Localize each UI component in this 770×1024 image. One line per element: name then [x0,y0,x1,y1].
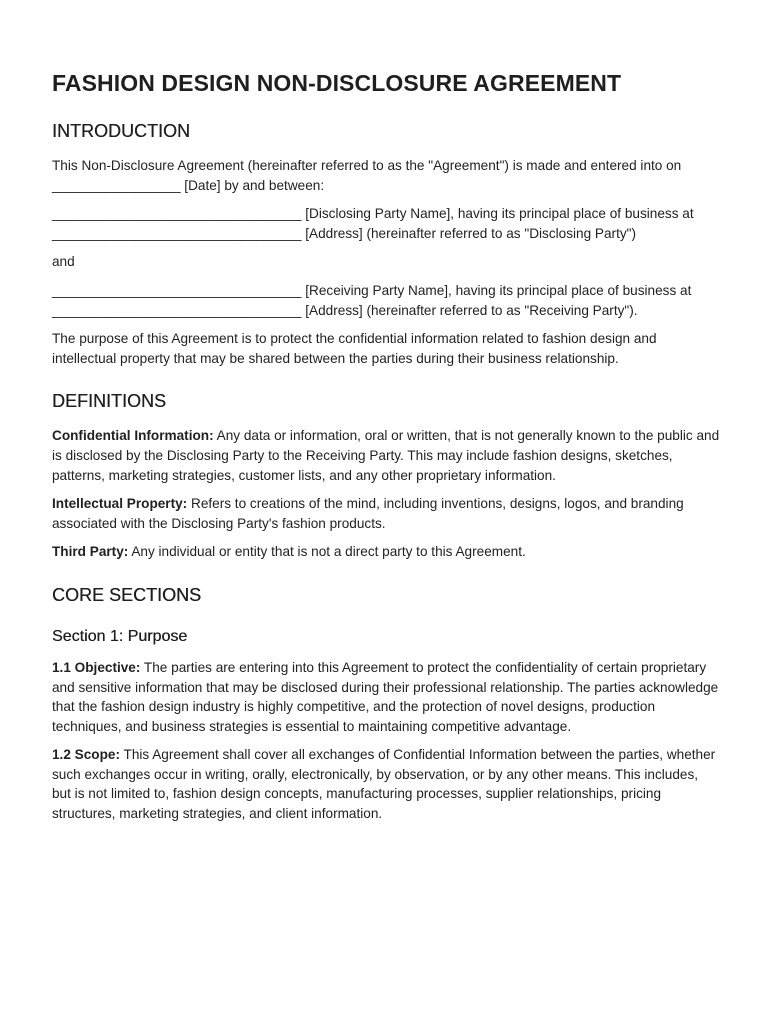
clause-term: 1.1 Objective: [52,659,141,675]
definition-text: Any individual or entity that is not a direct party to this Agreement. [128,544,526,560]
definition-term: Intellectual Property: [52,496,188,512]
section-1-heading: Section 1: Purpose [52,627,188,645]
intro-paragraph-1: This Non-Disclosure Agreement (hereinafter referred to as the "Agreement") is made and entered into on _________________ [Date] by and between: [52,158,682,193]
definitions-heading: DEFINITIONS [52,391,167,412]
intro-paragraph-disclosing-party: _________________________________ [Disclosing Party Name], having its principal place of business at _________________________________ [Address] (hereinafter referred to as "Disclosing Party") [52,206,694,241]
clause-text: The parties are entering into this Agreement to protect the confidentiality of certain proprietary and sensitive information that may be disclosed during their professional relationship. The parties acknowledge that the fashion design industry is highly competitive, and the protection of novel designs, production techniques, and business strategies is essential to maintaining competitive advantage. [52,659,719,734]
definition-intellectual-property [52,494,720,533]
document-page [52,70,720,833]
introduction-heading: INTRODUCTION [52,121,190,141]
intro-paragraph-purpose: The purpose of this Agreement is to protect the confidential information related to fashion design and intellectual property that may be shared between the parties during their business relationship. [52,331,657,366]
definition-confidential-information [52,426,720,485]
clause-text: This Agreement shall cover all exchanges of Confidential Information between the parties, whether such exchanges occur in writing, orally, electronically, by observation, or by any other means. This includes, but is not limited to, fashion design concepts, manufacturing processes, supplier relationships, pricing structures, marketing strategies, and client information. [52,747,716,822]
definition-term: Confidential Information: [52,428,214,444]
definition-term: Third Party: [52,544,129,560]
intro-paragraph-receiving-party: _________________________________ [Receiving Party Name], having its principal place of business at _________________________________ [Address] (hereinafter referred to as "Receiving Party"). [52,282,692,318]
core-sections-heading: CORE SECTIONS [52,584,202,605]
intro-paragraph-and: and [52,254,75,270]
definition-text: Any data or information, oral or written, that is not generally known to the public and is disclosed by the Disclosing Party to the Receiving Party. This may include fashion designs, sketches, patterns, marketing strategies, customer lists, and any other proprietary information. [52,428,720,483]
definition-third-party [52,542,720,562]
definition-text: Refers to creations of the mind, including inventions, designs, logos, and branding associated with the Disclosing Party's fashion products. [52,496,684,531]
clause-term: 1.2 Scope: [52,747,120,763]
clause-1-1-objective [52,658,720,736]
clause-1-2-scope [52,745,720,823]
document-title: FASHION DESIGN NON-DISCLOSURE AGREEMENT [52,70,622,96]
